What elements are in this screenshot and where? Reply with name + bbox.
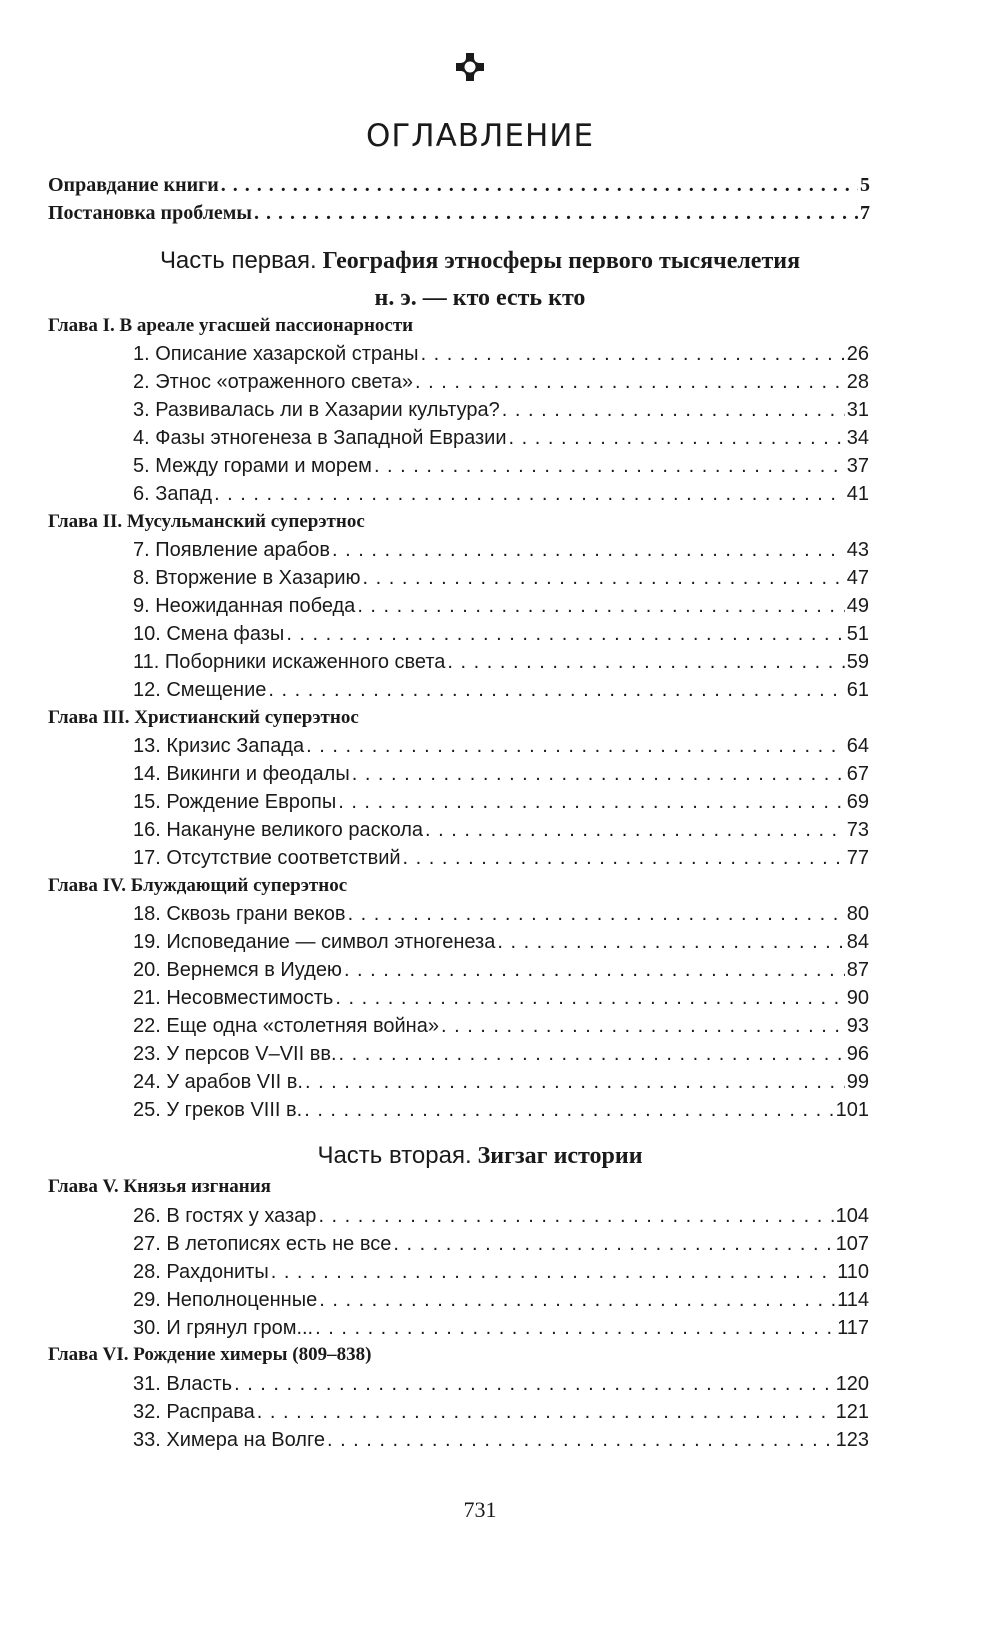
entry-page: 80 xyxy=(846,903,869,925)
dot-leader xyxy=(234,1370,834,1398)
entry-label: 11. Поборники искаженного света xyxy=(133,651,446,673)
entry-page: 110 xyxy=(837,1261,869,1283)
entry-label: 12. Смещение xyxy=(133,679,267,701)
entry-page: 101 xyxy=(835,1099,869,1121)
toc-entry[interactable] xyxy=(133,620,869,648)
entry-label: 28. Рахдониты xyxy=(133,1261,269,1283)
entry-label: 18. Сквозь грани веков xyxy=(133,903,346,925)
entry-label: Постановка проблемы xyxy=(48,202,253,224)
dot-leader xyxy=(271,1258,835,1286)
entry-page: 69 xyxy=(846,791,869,813)
entry-page: 87 xyxy=(846,959,869,981)
toc-entry[interactable] xyxy=(133,1096,869,1124)
chapter-title[interactable]: Глава IV. Блуждающий суперэтнос xyxy=(48,875,348,896)
entry-page: 120 xyxy=(835,1373,869,1395)
entry-label: 33. Химера на Волге xyxy=(133,1429,325,1451)
toc-entry[interactable] xyxy=(133,928,869,956)
dot-leader xyxy=(497,928,844,956)
entry-label: 30. И грянул гром... xyxy=(133,1317,314,1339)
entry-page: 41 xyxy=(846,483,869,505)
toc-entry[interactable] xyxy=(133,424,869,452)
entry-label: 8. Вторжение в Хазарию xyxy=(133,567,361,589)
entry-label: 23. У персов V–VII вв. xyxy=(133,1043,337,1065)
entry-label: 10. Смена фазы xyxy=(133,623,285,645)
entry-page: 67 xyxy=(846,763,869,785)
entry-label: 7. Появление арабов xyxy=(133,539,330,561)
toc-entry[interactable] xyxy=(133,1398,869,1426)
entry-label: 19. Исповедание — символ этногенеза xyxy=(133,931,496,953)
entry-page: 34 xyxy=(846,427,869,449)
entry-page: 61 xyxy=(846,679,869,701)
part-title-line1: География этносферы первого тысячелетия xyxy=(322,248,801,274)
toc-entry[interactable] xyxy=(133,1040,869,1068)
dot-leader xyxy=(393,1230,833,1258)
dot-leader xyxy=(403,844,845,872)
dot-leader xyxy=(447,648,844,676)
dot-leader xyxy=(338,788,845,816)
toc-entry[interactable] xyxy=(133,1012,869,1040)
entry-label: 26. В гостях у хазар xyxy=(133,1205,317,1227)
part-title-line1: Зигзаг истории xyxy=(477,1143,643,1169)
entry-label: 17. Отсутствие соответствий xyxy=(133,847,401,869)
toc-entry[interactable] xyxy=(133,956,869,984)
dot-leader xyxy=(327,1426,834,1454)
dot-leader xyxy=(357,592,844,620)
entry-label: 24. У арабов VII в. xyxy=(133,1071,303,1093)
entry-page: 47 xyxy=(846,567,869,589)
dot-leader xyxy=(319,1286,835,1314)
dot-leader xyxy=(257,1398,834,1426)
dot-leader xyxy=(305,1068,845,1096)
toc-entry[interactable] xyxy=(133,452,869,480)
entry-label: 32. Расправа xyxy=(133,1401,255,1423)
entry-label: 9. Неожиданная победа xyxy=(133,595,356,617)
entry-label: 27. В летописях есть не все xyxy=(133,1233,392,1255)
toc-entry[interactable] xyxy=(133,592,869,620)
dot-leader xyxy=(348,900,845,928)
dot-leader xyxy=(421,340,845,368)
part-prefix: Часть первая. xyxy=(159,247,317,274)
chapter-title[interactable]: Глава I. В ареале угасшей пассионарности xyxy=(48,315,414,336)
toc-entry[interactable] xyxy=(133,1314,869,1342)
dot-leader xyxy=(306,732,845,760)
entry-label: 1. Описание хазарской страны xyxy=(133,343,419,365)
dot-leader xyxy=(374,452,845,480)
dot-leader xyxy=(332,536,845,564)
entry-label: Оправдание книги xyxy=(48,174,219,196)
page-number: 731 xyxy=(463,1497,497,1522)
entry-label: 2. Этнос «отраженного света» xyxy=(133,371,413,393)
entry-label: 20. Вернемся в Иудею xyxy=(133,959,342,981)
entry-page: 93 xyxy=(846,1015,869,1037)
dot-leader xyxy=(318,1202,833,1230)
entry-page: 73 xyxy=(846,819,869,841)
entry-label: 25. У греков VIII в. xyxy=(133,1099,303,1121)
entry-page: 31 xyxy=(846,399,869,421)
dot-leader xyxy=(335,984,844,1012)
chapter-title[interactable]: Глава III. Христианский суперэтнос xyxy=(48,707,359,728)
entry-label: 22. Еще одна «столетняя война» xyxy=(133,1015,439,1037)
dot-leader xyxy=(339,1040,845,1068)
dot-leader xyxy=(344,956,845,984)
entry-page: 104 xyxy=(835,1205,869,1227)
toc-entry[interactable] xyxy=(48,199,870,227)
entry-label: 15. Рождение Европы xyxy=(133,791,337,813)
dot-leader xyxy=(214,480,845,508)
toc-entry[interactable] xyxy=(133,1258,869,1286)
entry-page: 90 xyxy=(846,987,869,1009)
toc-entry[interactable] xyxy=(133,1230,869,1258)
dot-leader xyxy=(315,1314,835,1342)
entry-page: 37 xyxy=(846,455,869,477)
dot-leader xyxy=(221,171,858,199)
toc-entry[interactable] xyxy=(133,536,869,564)
entry-page: 49 xyxy=(846,595,869,617)
entry-label: 29. Неполноценные xyxy=(133,1289,318,1311)
part-title xyxy=(0,1140,960,1172)
toc-entry[interactable] xyxy=(48,171,870,199)
entry-label: 4. Фазы этногенеза в Западной Евразии xyxy=(133,427,507,449)
entry-page: 117 xyxy=(837,1317,869,1339)
dot-leader xyxy=(286,620,844,648)
chapter-title[interactable]: Глава V. Князья изгнания xyxy=(48,1176,271,1197)
toc-entry[interactable] xyxy=(133,788,869,816)
chapter-title[interactable]: Глава VI. Рождение химеры (809–838) xyxy=(48,1344,372,1365)
entry-label: 14. Викинги и феодалы xyxy=(133,763,350,785)
entry-label: 21. Несовместимость xyxy=(133,987,334,1009)
toc-entry[interactable] xyxy=(133,1068,869,1096)
entry-label: 5. Между горами и морем xyxy=(133,455,372,477)
entry-label: 13. Кризис Запада xyxy=(133,735,305,757)
toc-entry[interactable] xyxy=(133,1370,869,1398)
toc-entry[interactable] xyxy=(133,900,869,928)
dot-leader xyxy=(363,564,845,592)
part-title-line2: н. э. — кто есть кто xyxy=(374,285,586,311)
toc-entry[interactable] xyxy=(133,844,869,872)
entry-label: 6. Запад xyxy=(133,483,213,505)
entry-page: 5 xyxy=(860,174,870,196)
entry-page: 43 xyxy=(846,539,869,561)
part-prefix: Часть вторая. xyxy=(317,1142,472,1169)
dot-leader xyxy=(415,368,845,396)
entry-page: 7 xyxy=(860,202,870,224)
entry-page: 96 xyxy=(846,1043,869,1065)
part-title xyxy=(0,245,960,277)
toc-entry[interactable] xyxy=(133,676,869,704)
toc-entry[interactable] xyxy=(133,480,869,508)
toc-entry[interactable] xyxy=(133,396,869,424)
dot-leader xyxy=(425,816,845,844)
page-title: ОГЛАВЛЕНИЕ xyxy=(365,118,595,154)
toc-entry[interactable] xyxy=(133,564,869,592)
chapter-title[interactable]: Глава II. Мусульманский суперэтнос xyxy=(48,511,365,532)
entry-page: 107 xyxy=(835,1233,869,1255)
toc-entry[interactable] xyxy=(133,1202,869,1230)
toc-entry[interactable] xyxy=(133,816,869,844)
entry-page: 26 xyxy=(846,343,869,365)
entry-label: 31. Власть xyxy=(133,1373,233,1395)
toc-entry[interactable] xyxy=(133,1426,869,1454)
entry-label: 3. Развивалась ли в Хазарии культура? xyxy=(133,399,500,421)
toc-entry[interactable] xyxy=(133,1286,869,1314)
dot-leader xyxy=(502,396,845,424)
entry-page: 123 xyxy=(835,1429,869,1451)
entry-page: 114 xyxy=(837,1289,869,1311)
dot-leader xyxy=(304,1096,833,1124)
entry-page: 51 xyxy=(846,623,869,645)
entry-label: 16. Накануне великого раскола xyxy=(133,819,424,841)
dot-leader xyxy=(254,199,858,227)
toc-entry[interactable] xyxy=(133,340,869,368)
entry-page: 121 xyxy=(835,1401,869,1423)
entry-page: 64 xyxy=(846,735,869,757)
dot-leader xyxy=(509,424,845,452)
toc-entry[interactable] xyxy=(133,760,869,788)
entry-page: 28 xyxy=(846,371,869,393)
ornament-icon xyxy=(455,52,485,82)
toc-entry[interactable] xyxy=(133,648,869,676)
toc-entry[interactable] xyxy=(133,732,869,760)
entry-page: 77 xyxy=(846,847,869,869)
dot-leader xyxy=(441,1012,845,1040)
toc-entry[interactable] xyxy=(133,984,869,1012)
part-title-continuation xyxy=(0,282,960,314)
dot-leader xyxy=(268,676,844,704)
entry-page: 84 xyxy=(846,931,869,953)
toc-entry[interactable] xyxy=(133,368,869,396)
entry-page: 99 xyxy=(846,1071,869,1093)
entry-page: 59 xyxy=(846,651,869,673)
dot-leader xyxy=(352,760,845,788)
